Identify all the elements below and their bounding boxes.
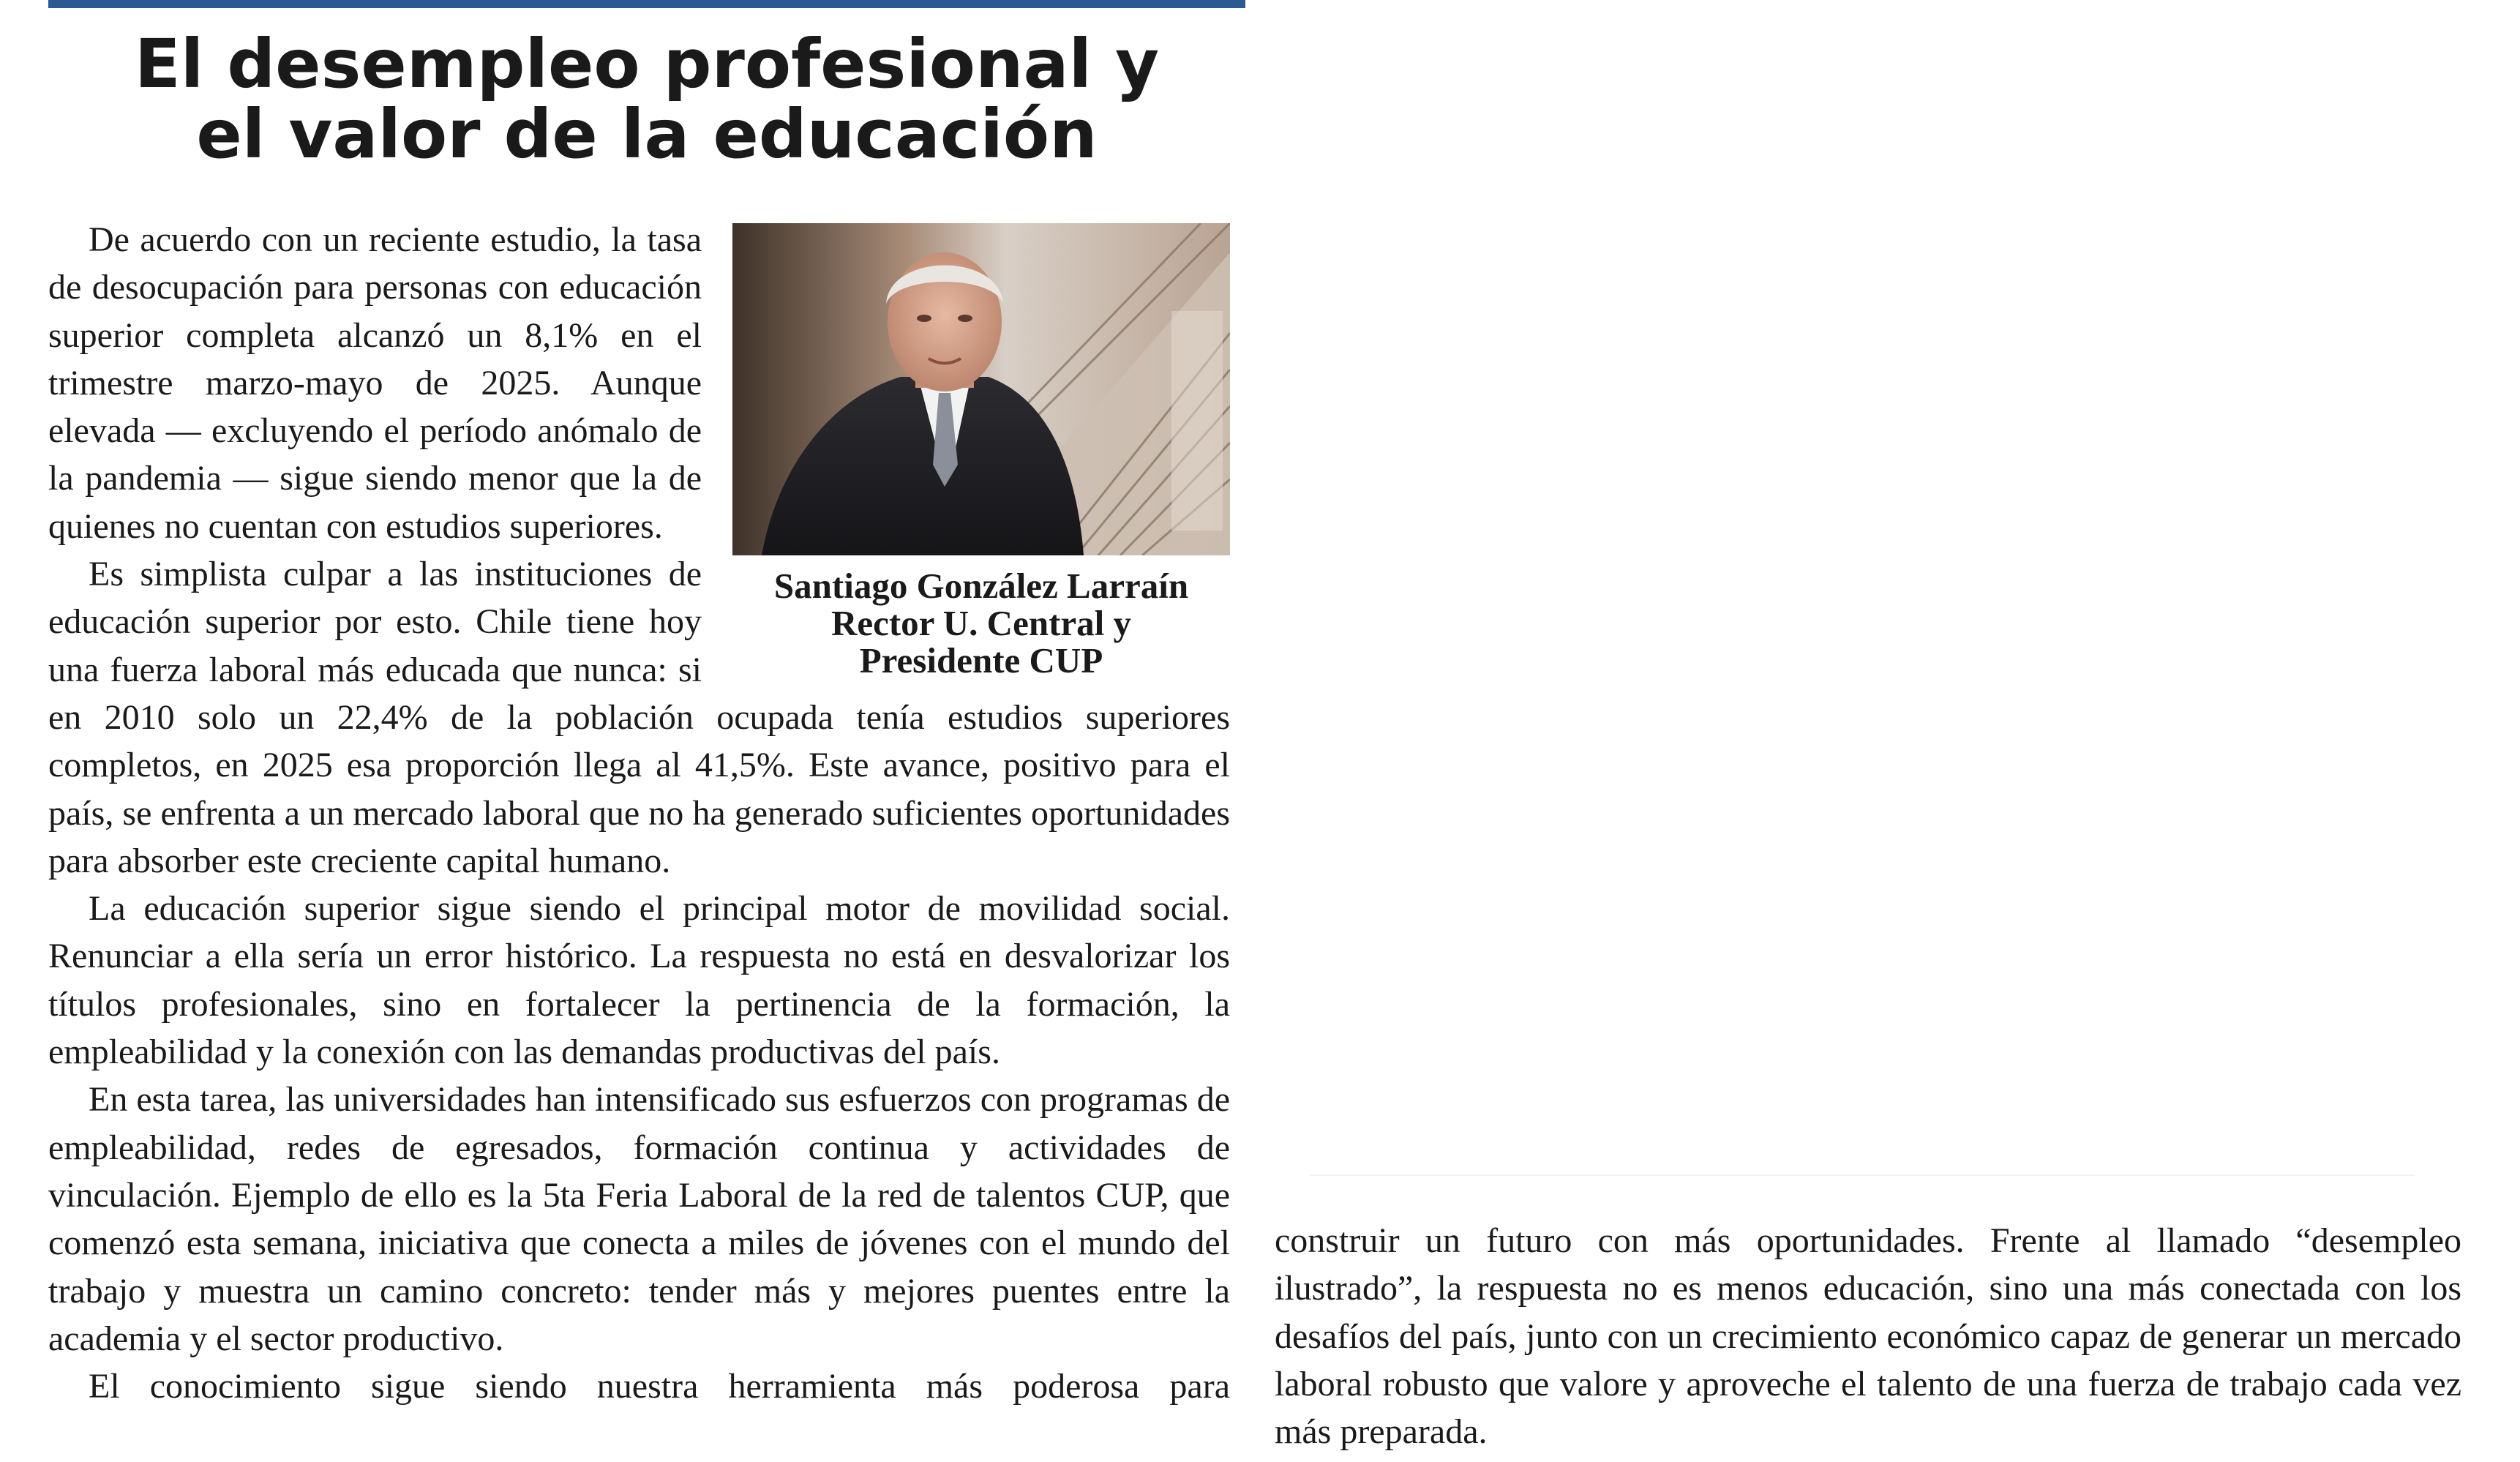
article-title (48, 25, 1245, 173)
author-photo (732, 223, 1230, 555)
author-role-line-2: Presidente CUP (859, 640, 1103, 681)
paragraph-2: Es simplista culpar a las instituciones de educación superior por esto. Chile tiene hoy una fuerza laboral más educada que nunca: si en 2010 solo un 22,4% de la población ocupada tenía estudios superiores completos, en 2025 esa proporción llega al 41,5%. Este avance, positivo para el país, se enfrenta a un mercado laboral que no ha generado suficientes oportunidades para absorber este creciente capital humano. (48, 555, 1230, 880)
paragraph-4: En esta tarea, las universidades han intensificado sus esfuerzos con programas de empleabilidad, redes de egresados, formación continua y actividades de vinculación. Ejemplo de ello es la 5ta Feria Laboral de la red de talentos CUP, que comenzó esta semana, iniciativa que conecta a miles de jóvenes con el mundo del trabajo y muestra un camino concreto: tender más y mejores puentes entre la academia y el sector productivo. (48, 1080, 1230, 1358)
article-column-right (1275, 1217, 2461, 1455)
author-caption (724, 567, 1230, 679)
author-role-line-1: Rector U. Central y (830, 603, 1132, 643)
paragraph-3: La educación superior sigue siendo el principal motor de movilidad social. Renunciar a ella sería un error histórico. La respuesta no está en desvalorizar los títulos profesionales, sino en fortalecer la pertinencia de la formación, la empleabilidad y la conexión con las demandas productivas del país. (48, 889, 1230, 1072)
column-divider (1310, 1174, 2415, 1176)
author-name: Santiago González Larraín (773, 566, 1189, 606)
article-column-left (48, 216, 1230, 1410)
header-rule (48, 0, 1245, 8)
paragraph-5: El conocimiento sigue siendo nuestra herramienta más poderosa para (89, 1367, 1230, 1406)
paragraph-1: De acuerdo con un reciente estudio, la tasa de desocupación para personas con educación superior completa alcanzó un 8,1% en el trimestre marzo-mayo de 2025. Aunque elevada — excluyendo el período anómalo de la pandemia — sigue siendo menor que la de quienes no cuentan con estudios superiores. (48, 220, 702, 546)
title-line-1: El desempleo profesional y (134, 25, 1160, 103)
title-line-2: el valor de la educación (196, 95, 1098, 173)
paragraph-5-continuation: construir un futuro con más oportunidades. Frente al llamado “desempleo ilustrado”, la respuesta no es menos educación, sino una más conectada con los desafíos del país, junto con un crecimiento económico capaz de generar un mercado laboral robusto que valore y aproveche el talento de una fuerza de trabajo cada vez más preparada. (1275, 1221, 2461, 1452)
author-figure (724, 223, 1230, 679)
